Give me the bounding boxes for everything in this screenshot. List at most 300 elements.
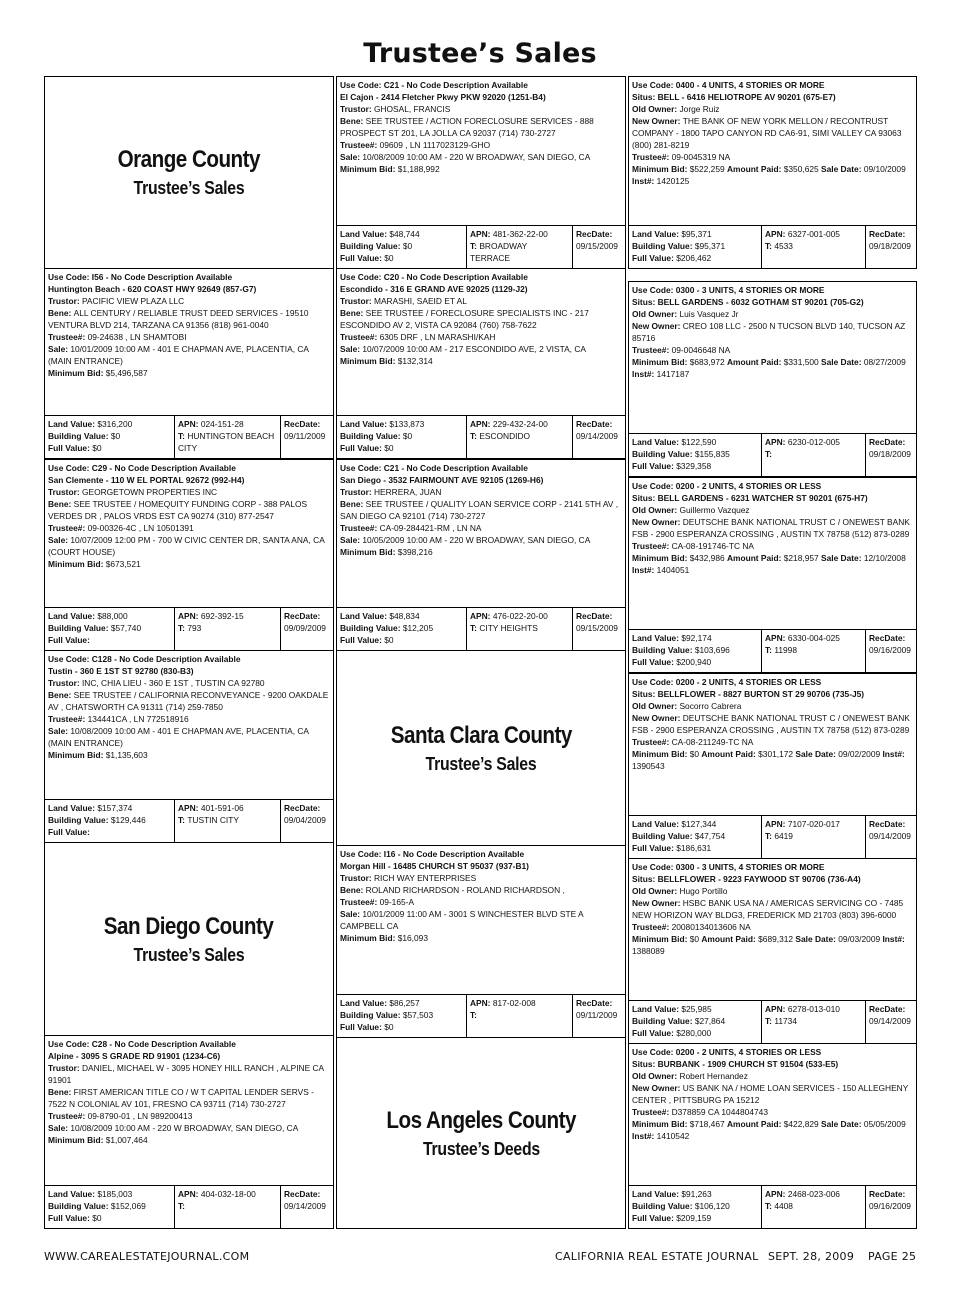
field-label: Trustor: bbox=[340, 296, 374, 306]
record-line bbox=[340, 486, 622, 498]
recdate-label: RecDate: bbox=[576, 419, 613, 429]
county-type: Trustee’s Sales bbox=[425, 753, 537, 774]
apn-value: 6327-001-005 bbox=[787, 229, 840, 239]
field-label: Sale: bbox=[48, 535, 71, 545]
field-label: Use Code: 0300 - 3 UNITS, 4 STORIES OR MORE bbox=[632, 862, 825, 872]
record-line bbox=[340, 522, 622, 534]
record-card bbox=[336, 268, 626, 459]
value-table bbox=[337, 415, 625, 458]
apn-label: APN: bbox=[470, 611, 493, 621]
full-value-label: Full Value: bbox=[48, 635, 90, 645]
values-cell bbox=[629, 630, 762, 672]
field-label: San Diego - 3532 FAIRMOUNT AVE 92105 (1269-H6) bbox=[340, 475, 544, 485]
field-label: New Owner: bbox=[632, 116, 683, 126]
san-diego-county-header bbox=[44, 842, 334, 1036]
field-label: Trustee#: bbox=[340, 523, 380, 533]
field-value: $350,625 bbox=[783, 164, 821, 174]
field-value: 08/27/2009 bbox=[863, 357, 906, 367]
field-value: 6305 DRF , LN MARASHI/KAH bbox=[379, 332, 496, 342]
land-value: $127,344 bbox=[681, 819, 717, 829]
field-value: $16,093 bbox=[397, 933, 428, 943]
values-cell bbox=[337, 608, 467, 650]
field-value: DEUTSCHE BANK NATIONAL TRUST C / ONEWEST BANK FSB - 2900 ESPERANZA CROSSING , AUSTIN TX 78758 (512) 873-0289 bbox=[632, 517, 910, 539]
record-line bbox=[340, 79, 622, 91]
field-value: GEORGETOWN PROPERTIES INC bbox=[81, 487, 218, 497]
field-value: Socorro Cabrera bbox=[679, 701, 742, 711]
record-line bbox=[632, 356, 913, 380]
values-cell bbox=[45, 416, 175, 458]
apn-cell bbox=[175, 608, 281, 650]
field-value: 09-8790-01 , LN 989200413 bbox=[87, 1111, 193, 1121]
record-details bbox=[629, 77, 916, 189]
field-label: Old Owner: bbox=[632, 505, 680, 515]
record-line bbox=[48, 307, 330, 331]
building-value-row bbox=[340, 622, 463, 634]
recdate-label: RecDate: bbox=[869, 437, 906, 447]
field-label: Use Code: 0200 - 2 UNITS, 4 STORIES OR LESS bbox=[632, 1047, 822, 1057]
record-line bbox=[632, 1118, 913, 1142]
field-value: $689,312 bbox=[758, 934, 796, 944]
tract-value: TUSTIN CITY bbox=[187, 815, 239, 825]
land-value-label: Land Value: bbox=[340, 229, 390, 239]
full-value: $0 bbox=[384, 443, 394, 453]
land-value-label: Land Value: bbox=[632, 1189, 682, 1199]
field-value: 12/10/2008 bbox=[863, 553, 906, 563]
tract-label: T: bbox=[470, 1010, 477, 1020]
building-value-row bbox=[632, 830, 758, 842]
tract-value: 4533 bbox=[774, 241, 793, 251]
value-table bbox=[45, 799, 333, 842]
record-card bbox=[628, 673, 917, 859]
record-line bbox=[48, 653, 330, 665]
field-value: DANIEL, MICHAEL W - 3095 HONEY HILL RANCH , ALPINE CA 91901 bbox=[48, 1063, 324, 1085]
apn-value: 481-362-22-00 bbox=[492, 229, 548, 239]
field-label: Sale: bbox=[340, 535, 363, 545]
full-value-label: Full Value: bbox=[340, 1022, 385, 1032]
value-table bbox=[629, 1185, 916, 1228]
field-label: Sale: bbox=[48, 1123, 71, 1133]
field-label: Bene: bbox=[48, 1087, 74, 1097]
record-line bbox=[48, 665, 330, 677]
record-line bbox=[340, 271, 622, 283]
record-line bbox=[48, 1062, 330, 1086]
full-value-row bbox=[340, 1021, 463, 1033]
field-label: Amount Paid: bbox=[726, 553, 784, 563]
apn-label: APN: bbox=[765, 1004, 788, 1014]
record-line bbox=[632, 1082, 913, 1106]
record-line bbox=[48, 331, 330, 343]
record-line bbox=[340, 331, 622, 343]
recdate-cell bbox=[573, 995, 625, 1037]
recdate-label: RecDate: bbox=[576, 998, 613, 1008]
field-value: $301,172 bbox=[758, 749, 796, 759]
field-label: Inst#: bbox=[882, 934, 905, 944]
recdate-cell bbox=[573, 608, 625, 650]
land-value: $133,873 bbox=[389, 419, 425, 429]
full-value: $0 bbox=[92, 1213, 102, 1223]
record-line bbox=[340, 283, 622, 295]
record-card bbox=[336, 845, 626, 1038]
land-value-label: Land Value: bbox=[48, 1189, 98, 1199]
field-value: CA-09-284421-RM , LN NA bbox=[379, 523, 482, 533]
building-value: $106,120 bbox=[694, 1201, 730, 1211]
record-line bbox=[48, 367, 330, 379]
full-value: $0 bbox=[92, 443, 102, 453]
building-value-label: Building Value: bbox=[340, 1010, 403, 1020]
record-card bbox=[44, 459, 334, 651]
field-label: Trustor: bbox=[340, 487, 374, 497]
field-value: INC, CHIA LIEU - 360 E 1ST , TUSTIN CA 92780 bbox=[81, 678, 265, 688]
page-title: Trustee’s Sales bbox=[363, 38, 597, 69]
full-value-label: Full Value: bbox=[632, 253, 677, 263]
footer-date: SEPT. 28, 2009 bbox=[768, 1250, 855, 1263]
field-label: Sale Date: bbox=[821, 164, 864, 174]
field-label: Situs: BELLFLOWER - 8827 BURTON ST 29 90706 (735-J5) bbox=[632, 689, 865, 699]
values-cell bbox=[629, 226, 762, 268]
land-value-label: Land Value: bbox=[632, 1004, 682, 1014]
record-line bbox=[48, 1110, 330, 1122]
field-value: GHOSAL, FRANCIS bbox=[373, 104, 451, 114]
record-line bbox=[632, 712, 913, 736]
field-value: 20080134013606 NA bbox=[671, 922, 751, 932]
field-label: Situs: BURBANK - 1909 CHURCH ST 91504 (533-E5) bbox=[632, 1059, 839, 1069]
field-label: New Owner: bbox=[632, 1083, 683, 1093]
record-line bbox=[340, 884, 622, 896]
value-table bbox=[45, 415, 333, 458]
field-label: Minimum Bid: bbox=[632, 749, 690, 759]
record-line bbox=[632, 163, 913, 187]
recdate-label: RecDate: bbox=[576, 611, 613, 621]
field-value: US BANK NA / HOME LOAN SERVICES - 150 ALLEGHENY CENTER , PITTSBURG PA 15212 bbox=[632, 1083, 909, 1105]
recdate-label: RecDate: bbox=[869, 1004, 906, 1014]
footer-page: PAGE 25 bbox=[868, 1250, 917, 1263]
value-table bbox=[629, 815, 916, 858]
apn-label: APN: bbox=[178, 611, 201, 621]
field-label: Use Code: 0200 - 2 UNITS, 4 STORIES OR LESS bbox=[632, 481, 822, 491]
field-label: Minimum Bid: bbox=[340, 356, 398, 366]
full-value-label: Full Value: bbox=[48, 827, 90, 837]
recdate-cell bbox=[866, 226, 916, 268]
field-label: Trustee#: bbox=[48, 332, 88, 342]
field-label: Trustee#: bbox=[632, 737, 672, 747]
recdate-cell bbox=[573, 416, 625, 458]
field-label: Minimum Bid: bbox=[48, 1135, 106, 1145]
building-value-label: Building Value: bbox=[340, 431, 403, 441]
record-line bbox=[632, 748, 913, 772]
tract-value: BROADWAY TERRACE bbox=[470, 241, 528, 263]
record-line bbox=[48, 474, 330, 486]
building-value: $103,696 bbox=[694, 645, 730, 655]
apn-value: 817-02-008 bbox=[492, 998, 536, 1008]
full-value-label: Full Value: bbox=[632, 461, 677, 471]
land-value-row bbox=[340, 997, 463, 1009]
record-line bbox=[48, 522, 330, 534]
field-label: San Clemente - 110 W EL PORTAL 92672 (992-H4) bbox=[48, 475, 245, 485]
building-value: $0 bbox=[402, 431, 413, 441]
field-label: Bene: bbox=[48, 499, 74, 509]
record-line bbox=[632, 115, 913, 151]
field-label: El Cajon - 2414 Fletcher Pkwy PKW 92020 (1251-B4) bbox=[340, 92, 546, 102]
building-value-label: Building Value: bbox=[632, 1016, 695, 1026]
field-value: 10/07/2009 10:00 AM - 217 ESCONDIDO AVE, 2 VISTA, CA bbox=[362, 344, 586, 354]
building-value-label: Building Value: bbox=[48, 623, 111, 633]
field-label: Inst#: bbox=[882, 749, 905, 759]
recdate-label: RecDate: bbox=[869, 819, 906, 829]
building-value: $152,069 bbox=[110, 1201, 146, 1211]
record-line bbox=[340, 896, 622, 908]
values-cell bbox=[45, 608, 175, 650]
field-value: $218,957 bbox=[783, 553, 821, 563]
full-value-row bbox=[632, 252, 758, 264]
land-value-row bbox=[632, 228, 758, 240]
field-label: New Owner: bbox=[632, 321, 683, 331]
recdate-cell bbox=[866, 630, 916, 672]
county-name: Santa Clara County bbox=[390, 721, 572, 749]
field-label: Amount Paid: bbox=[701, 934, 759, 944]
apn-cell bbox=[762, 1186, 866, 1228]
building-value-label: Building Value: bbox=[632, 241, 695, 251]
full-value: $0 bbox=[384, 253, 394, 263]
apn-cell bbox=[175, 416, 281, 458]
tract-label: T: bbox=[765, 241, 775, 251]
record-line bbox=[632, 921, 913, 933]
field-value: FIRST AMERICAN TITLE CO / W T CAPITAL LENDER SERVS - 7522 N COLONIAL AV 101, FRESNO CA 93711 (714) 730-2727 bbox=[48, 1087, 314, 1109]
field-label: Trustor: bbox=[48, 296, 82, 306]
land-value-row bbox=[632, 436, 758, 448]
recdate-cell bbox=[281, 416, 333, 458]
building-value: $0 bbox=[402, 241, 413, 251]
tract-label: T: bbox=[765, 831, 775, 841]
recdate-value: 09/11/2009 bbox=[576, 1010, 618, 1020]
land-value: $92,174 bbox=[681, 633, 712, 643]
field-value: 1420125 bbox=[656, 176, 690, 186]
recdate-cell bbox=[281, 800, 333, 842]
field-label: Inst#: bbox=[632, 1131, 657, 1141]
apn-cell bbox=[175, 800, 281, 842]
field-label: Use Code: 0300 - 3 UNITS, 4 STORIES OR MORE bbox=[632, 285, 825, 295]
field-value: THE BANK OF NEW YORK MELLON / RECONTRUST COMPANY - 1800 TAPO CANYON RD CA6-91, SIMI VALLEY CA 93063 (800) 281-8219 bbox=[632, 116, 902, 150]
recdate-label: RecDate: bbox=[576, 229, 613, 239]
record-card bbox=[336, 76, 626, 269]
record-line bbox=[632, 885, 913, 897]
field-label: Morgan Hill - 16485 CHURCH ST 95037 (937-B1) bbox=[340, 861, 529, 871]
field-label: Use Code: C28 - No Code Description Available bbox=[48, 1039, 236, 1049]
apn-cell bbox=[762, 1001, 866, 1043]
field-label: Use Code: 0400 - 4 UNITS, 4 STORIES OR MORE bbox=[632, 80, 825, 90]
record-line bbox=[632, 296, 913, 308]
recdate-label: RecDate: bbox=[284, 419, 321, 429]
field-label: Trustee#: bbox=[48, 1111, 88, 1121]
field-label: Minimum Bid: bbox=[48, 368, 106, 378]
land-value: $48,834 bbox=[389, 611, 420, 621]
field-label: Trustee#: bbox=[632, 1107, 672, 1117]
full-value-row bbox=[48, 1212, 171, 1224]
field-label: Use Code: C29 - No Code Description Available bbox=[48, 463, 236, 473]
apn-value: 404-032-18-00 bbox=[200, 1189, 256, 1199]
field-label: Trustee#: bbox=[48, 714, 88, 724]
record-card bbox=[44, 1035, 334, 1229]
values-cell bbox=[629, 1001, 762, 1043]
field-label: Use Code: C21 - No Code Description Available bbox=[340, 463, 528, 473]
field-label: Bene: bbox=[48, 690, 74, 700]
footer-site[interactable]: WWW.CAREALESTATEJOURNAL.COM bbox=[44, 1250, 250, 1263]
land-value-row bbox=[48, 418, 171, 430]
building-value-row bbox=[632, 644, 758, 656]
recdate-cell bbox=[281, 1186, 333, 1228]
building-value: $0 bbox=[110, 431, 121, 441]
field-value: $683,972 bbox=[689, 357, 727, 367]
tract-label: T: bbox=[470, 623, 480, 633]
apn-label: APN: bbox=[178, 803, 201, 813]
land-value-row bbox=[48, 802, 171, 814]
land-value: $185,003 bbox=[97, 1189, 133, 1199]
record-line bbox=[340, 151, 622, 163]
land-value-row bbox=[632, 632, 758, 644]
recdate-value: 09/09/2009 bbox=[284, 623, 326, 633]
field-label: Trustor: bbox=[48, 487, 82, 497]
full-value-row bbox=[48, 634, 171, 646]
full-value-row bbox=[632, 460, 758, 472]
building-value-label: Building Value: bbox=[632, 645, 695, 655]
record-card bbox=[628, 1043, 917, 1229]
apn-cell bbox=[467, 995, 573, 1037]
land-value-label: Land Value: bbox=[48, 611, 98, 621]
apn-cell bbox=[175, 1186, 281, 1228]
record-line bbox=[48, 1038, 330, 1050]
field-value: 09/03/2009 bbox=[838, 934, 883, 944]
record-line bbox=[340, 103, 622, 115]
building-value-row bbox=[48, 814, 171, 826]
full-value-label: Full Value: bbox=[632, 657, 677, 667]
field-value: SEE TRUSTEE / ACTION FORECLOSURE SERVICES - 888 PROSPECT ST 201, LA JOLLA CA 92037 (714) 730-2727 bbox=[340, 116, 594, 138]
land-value: $122,590 bbox=[681, 437, 717, 447]
record-line bbox=[632, 540, 913, 552]
field-value: 09-0046648 NA bbox=[671, 345, 731, 355]
building-value: $155,835 bbox=[694, 449, 730, 459]
field-value: HERRERA, JUAN bbox=[373, 487, 442, 497]
apn-cell bbox=[762, 630, 866, 672]
record-line bbox=[632, 344, 913, 356]
record-line bbox=[632, 492, 913, 504]
field-value: 1404051 bbox=[656, 565, 690, 575]
recdate-label: RecDate: bbox=[869, 1189, 906, 1199]
field-value: $5,496,587 bbox=[105, 368, 148, 378]
full-value-row bbox=[340, 252, 463, 264]
field-label: Trustor: bbox=[48, 1063, 82, 1073]
record-line bbox=[632, 552, 913, 576]
field-label: Inst#: bbox=[632, 176, 657, 186]
apn-value: 6278-013-010 bbox=[787, 1004, 840, 1014]
record-line bbox=[48, 677, 330, 689]
field-label: Bene: bbox=[48, 308, 74, 318]
field-label: Minimum Bid: bbox=[48, 559, 106, 569]
full-value-label: Full Value: bbox=[632, 1213, 677, 1223]
record-line bbox=[48, 271, 330, 283]
values-cell bbox=[629, 1186, 762, 1228]
field-label: Minimum Bid: bbox=[340, 547, 398, 557]
building-value-row bbox=[48, 1200, 171, 1212]
value-table bbox=[45, 1185, 333, 1228]
field-value: $1,007,464 bbox=[105, 1135, 148, 1145]
field-value: Luis Vasquez Jr bbox=[679, 309, 739, 319]
building-value: $47,754 bbox=[694, 831, 726, 841]
field-value: Robert Hernandez bbox=[679, 1071, 748, 1081]
field-label: Bene: bbox=[340, 308, 366, 318]
record-line bbox=[48, 1134, 330, 1146]
recdate-value: 09/16/2009 bbox=[869, 1201, 911, 1211]
record-line bbox=[632, 688, 913, 700]
field-label: Sale Date: bbox=[821, 357, 864, 367]
building-value: $57,503 bbox=[402, 1010, 434, 1020]
field-value: MARASHI, SAEID ET AL bbox=[373, 296, 467, 306]
tract-value: 6419 bbox=[774, 831, 793, 841]
full-value-label: Full Value: bbox=[340, 635, 385, 645]
record-line bbox=[632, 151, 913, 163]
record-card bbox=[628, 76, 917, 269]
full-value: $0 bbox=[384, 1022, 394, 1032]
record-details bbox=[337, 269, 625, 369]
recdate-value: 09/18/2009 bbox=[869, 241, 911, 251]
field-value: $0 bbox=[689, 934, 702, 944]
field-value: 09-0045319 NA bbox=[671, 152, 731, 162]
record-line bbox=[48, 1086, 330, 1110]
tract-label: T: bbox=[470, 431, 480, 441]
field-label: Old Owner: bbox=[632, 1071, 680, 1081]
recdate-value: 09/14/2009 bbox=[284, 1201, 326, 1211]
record-details bbox=[337, 846, 625, 946]
record-line bbox=[48, 558, 330, 570]
field-value: SEE TRUSTEE / CALIFORNIA RECONVEYANCE - 9200 OAKDALE AV , CHATSWORTH CA 91311 (714) 259-7850 bbox=[48, 690, 329, 712]
field-value: HSBC BANK USA NA / AMERICAS SERVICING CO - 7485 NEW HORIZON WAY BLDG3, FREDERICK MD 21703 (803) 396-6000 bbox=[632, 898, 904, 920]
full-value-row bbox=[48, 442, 171, 454]
land-value: $86,257 bbox=[389, 998, 420, 1008]
land-value-label: Land Value: bbox=[48, 419, 98, 429]
building-value: $129,446 bbox=[110, 815, 146, 825]
field-value: ALL CENTURY / RELIABLE TRUST DEED SERVICES - 19510 VENTURA BLVD 214, TARZANA CA 91356 (818) 961-0040 bbox=[48, 308, 309, 330]
apn-value: 024-151-28 bbox=[200, 419, 244, 429]
full-value: $280,000 bbox=[676, 1028, 712, 1038]
tract-label: T: bbox=[178, 1201, 185, 1211]
apn-value: 6330-004-025 bbox=[787, 633, 840, 643]
tract-value: CITY HEIGHTS bbox=[479, 623, 538, 633]
full-value-row bbox=[48, 826, 171, 838]
record-details bbox=[45, 1036, 333, 1148]
building-value-label: Building Value: bbox=[340, 623, 403, 633]
field-value: ROLAND RICHARDSON - ROLAND RICHARDSON , bbox=[365, 885, 565, 895]
field-value: 10/08/2009 10:00 AM - 220 W BROADWAY, SAN DIEGO, CA bbox=[362, 152, 591, 162]
building-value-row bbox=[632, 1200, 758, 1212]
field-label: New Owner: bbox=[632, 713, 683, 723]
record-line bbox=[632, 861, 913, 873]
field-label: Trustee#: bbox=[340, 140, 380, 150]
recdate-cell bbox=[866, 1186, 916, 1228]
record-line bbox=[632, 1046, 913, 1058]
record-details bbox=[629, 1044, 916, 1144]
county-type: Trustee’s Sales bbox=[133, 944, 245, 965]
field-label: Old Owner: bbox=[632, 104, 680, 114]
recdate-label: RecDate: bbox=[869, 633, 906, 643]
land-value-row bbox=[340, 610, 463, 622]
record-details bbox=[337, 77, 625, 177]
field-value: SEE TRUSTEE / HOMEQUITY FUNDING CORP - 388 PALOS VERDES DR , PALOS VRDS EST CA 90274 (310) 877-2547 bbox=[48, 499, 308, 521]
land-value: $91,263 bbox=[681, 1189, 712, 1199]
field-label: Old Owner: bbox=[632, 886, 680, 896]
field-label: Sale Date: bbox=[821, 553, 864, 563]
field-label: Old Owner: bbox=[632, 309, 680, 319]
apn-cell bbox=[467, 608, 573, 650]
building-value-label: Building Value: bbox=[632, 1201, 695, 1211]
building-value: $95,371 bbox=[694, 241, 726, 251]
